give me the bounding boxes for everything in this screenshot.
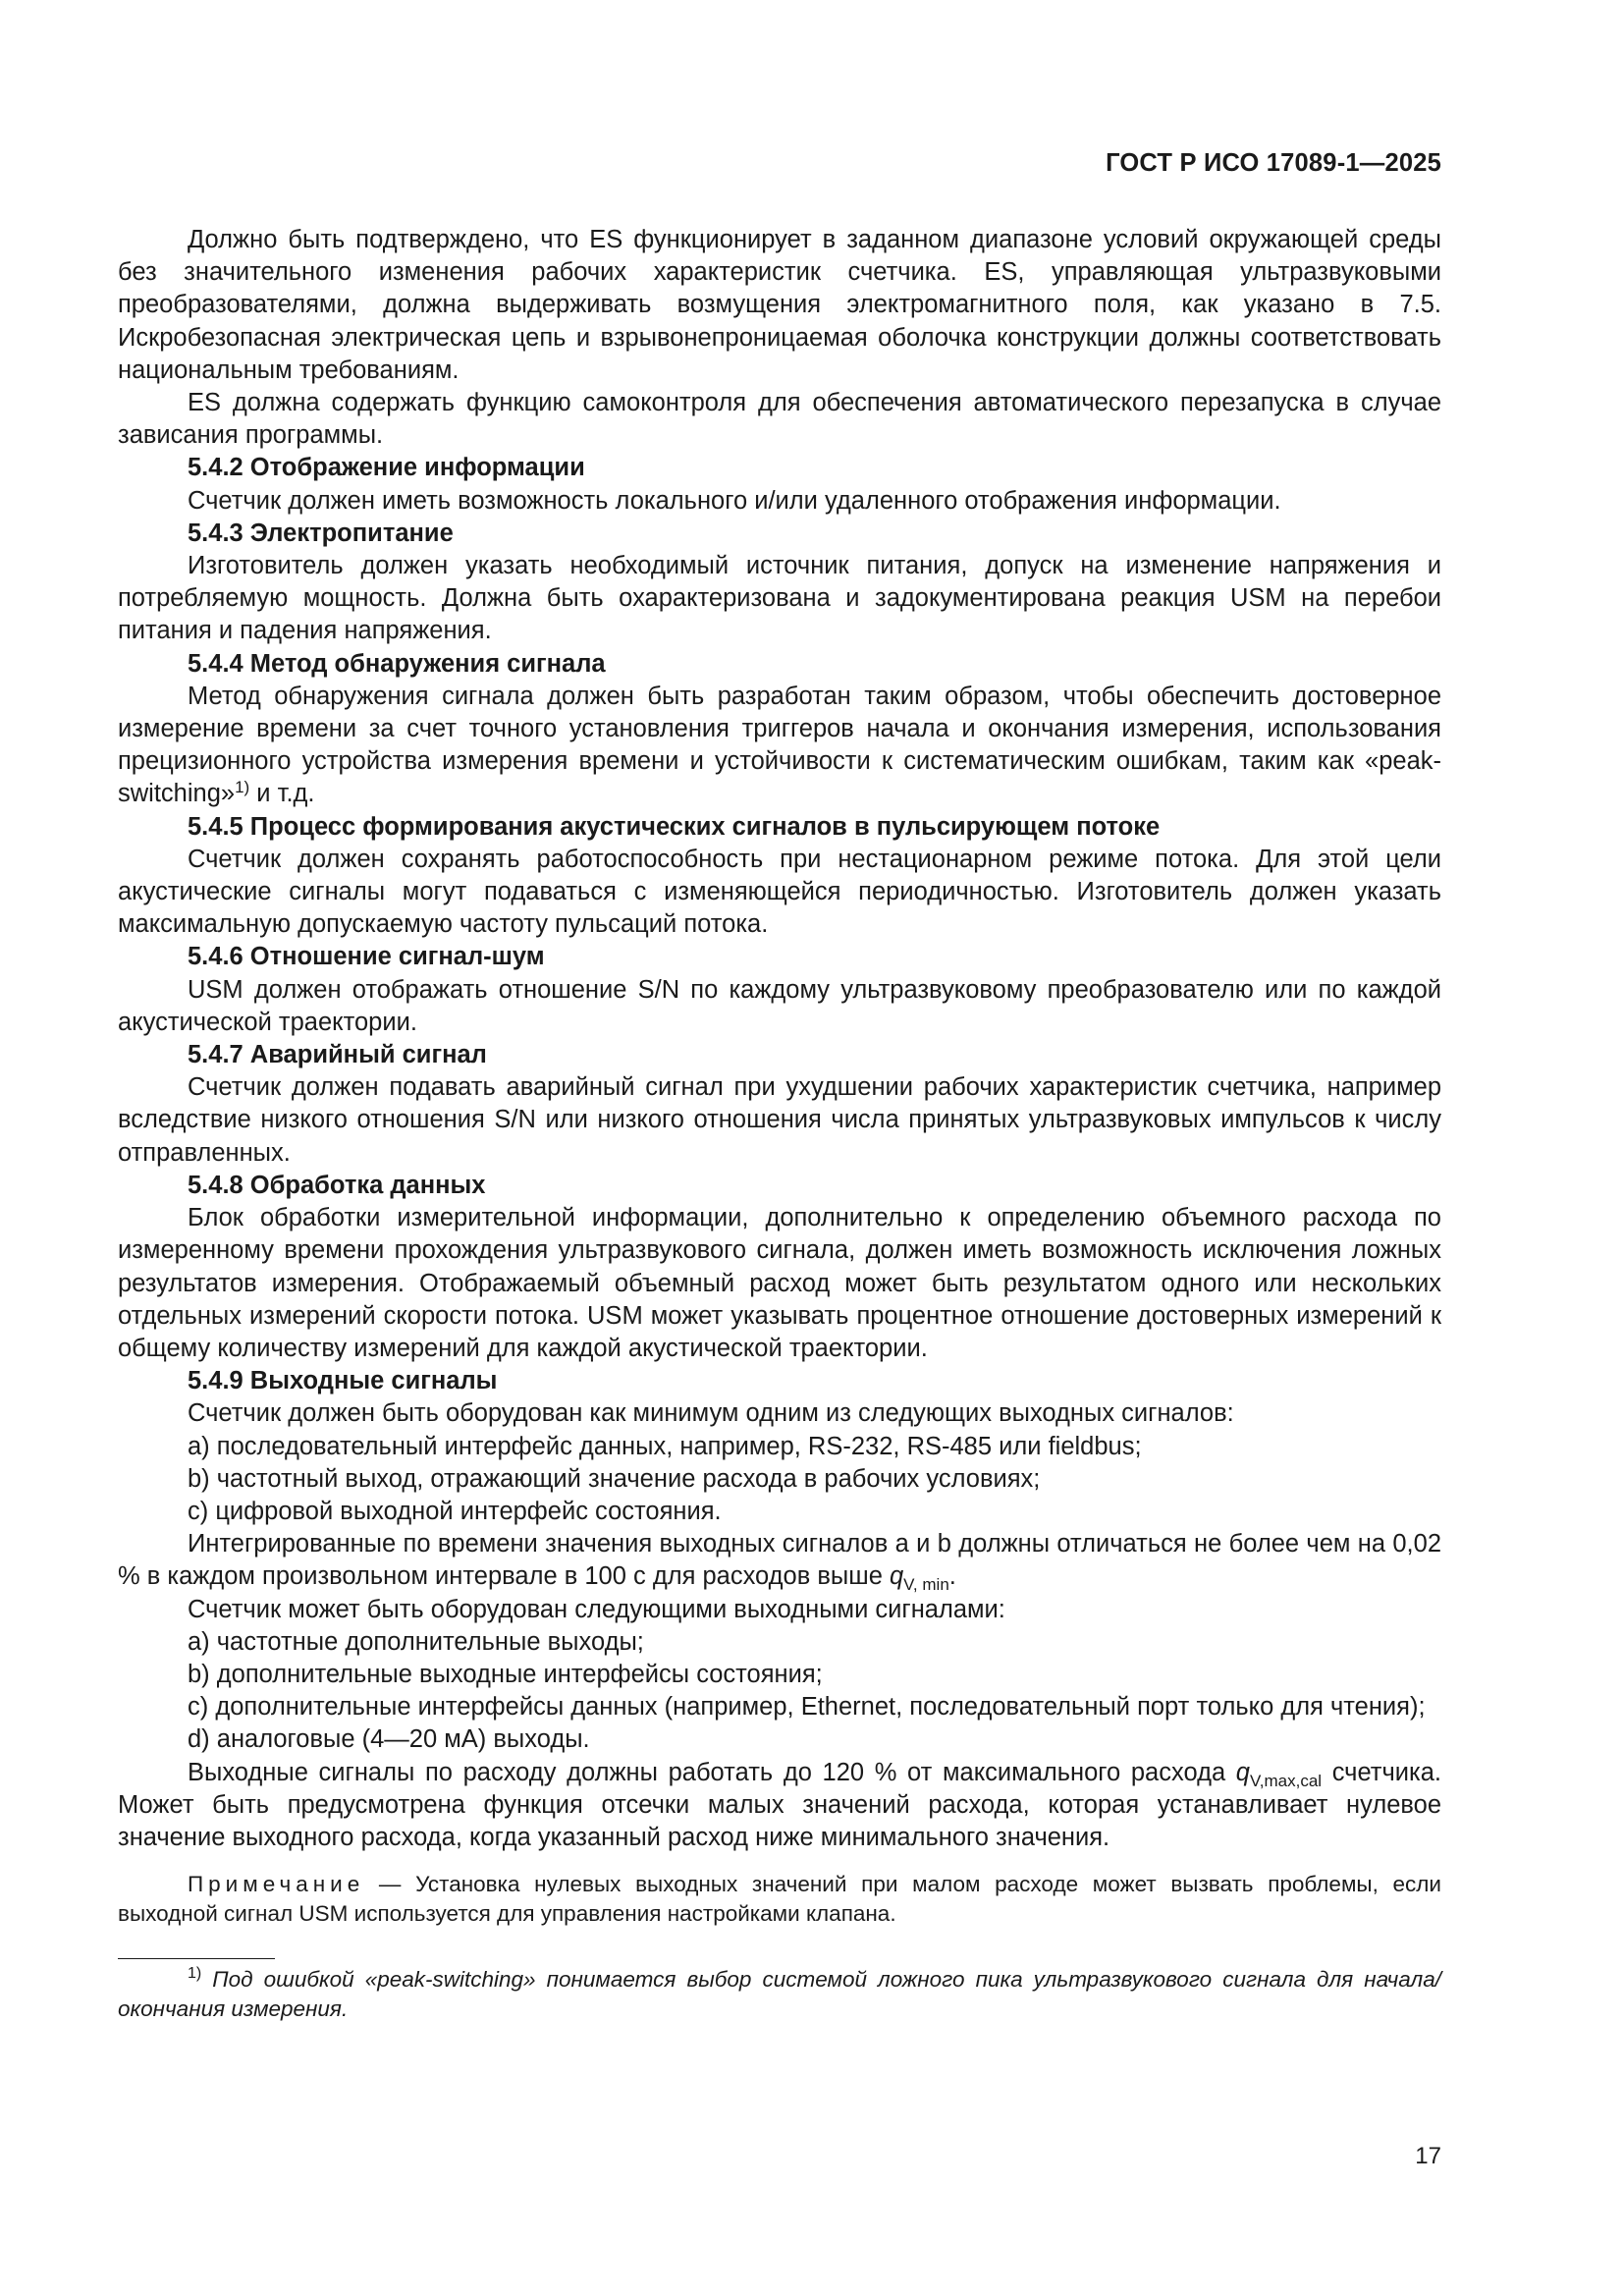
symbol-q: q bbox=[1235, 1758, 1250, 1786]
page-number: 17 bbox=[1415, 2143, 1441, 2169]
list-item: d) аналоговые (4—20 мА) выходы. bbox=[188, 1725, 590, 1754]
section-heading-5-4-4: 5.4.4 Метод обнаружения сигнала bbox=[188, 649, 606, 678]
paragraph: Счетчик должен быть оборудован как минимум одним из следующих выходных сигналов: bbox=[188, 1399, 1234, 1428]
paragraph bbox=[118, 681, 1441, 811]
list-item: b) дополнительные выходные интерфейсы состояния; bbox=[188, 1660, 823, 1688]
note-label: Примечание bbox=[188, 1872, 365, 1897]
footnote-separator bbox=[118, 1958, 275, 1959]
list-item: a) частотные дополнительные выходы; bbox=[188, 1627, 644, 1656]
section-heading-5-4-5: 5.4.5 Процесс формирования акустических сигналов в пульсирующем потоке bbox=[188, 812, 1161, 841]
footnote-reference: 1) bbox=[235, 778, 250, 797]
note bbox=[118, 1870, 1441, 1929]
paragraph: Изготовитель должен указать необходимый источник питания, допуск на изменение напряжения и потребляемую мощность. Должна быть охарактеризована и задокументирована реакция USM на перебои питания и падения напряжения. bbox=[118, 552, 1441, 645]
paragraph-text: Интегрированные по времени значения выходных сигналов a и b должны отличаться не более чем на 0,02 % в каждом произвольном интервале в 100 с для расходов выше bbox=[118, 1530, 1441, 1591]
section-heading-5-4-3: 5.4.3 Электропитание bbox=[188, 519, 454, 547]
section-heading-5-4-9: 5.4.9 Выходные сигналы bbox=[188, 1367, 498, 1395]
footnote bbox=[118, 1965, 1441, 2024]
paragraph bbox=[118, 1757, 1441, 1855]
list-item: c) цифровой выходной интерфейс состояния. bbox=[188, 1497, 722, 1525]
paragraph: Счетчик должен подавать аварийный сигнал при ухудшении рабочих характеристик счетчика, например вследствие низкого отношения S/N или низкого отношения числа принятых ультразвуковых импульсов к числу отправленных. bbox=[118, 1073, 1441, 1167]
paragraph-text: счетчика. Может быть предусмотрена функция отсечки малых значений расхода, которая устанавливает нулевое значение выходного расхода, когда указанный расход ниже минимального значения. bbox=[118, 1758, 1441, 1851]
paragraph: Должно быть подтверждено, что ES функционирует в заданном диапазоне условий окружающей среды без значительного изменения рабочих характеристик счетчика. ES, управляющая ультразвуковыми преобразователями, должна выдерживать возмущения электромагнитного поля, как указано в 7.5. Искробезопасная электрическая цепь и взрывонепроницаемая оболочка конструкции должны соответствовать национальным требованиям. bbox=[118, 226, 1441, 384]
list-item: a) последовательный интерфейс данных, например, RS-232, RS-485 или fieldbus; bbox=[188, 1432, 1142, 1460]
paragraph: ES должна содержать функцию самоконтроля для обеспечения автоматического перезапуска в случае зависания программы. bbox=[118, 389, 1441, 450]
document-header: ГОСТ Р ИСО 17089-1—2025 bbox=[1106, 149, 1441, 177]
paragraph: Счетчик должен сохранять работоспособность при нестационарном режиме потока. Для этой цели акустические сигналы могут подаваться с изменяющейся периодичностью. Изготовитель должен указать максимальную допускаемую частоту пульсаций потока. bbox=[118, 845, 1441, 939]
section-heading-5-4-6: 5.4.6 Отношение сигнал-шум bbox=[188, 943, 545, 971]
section-heading-5-4-8: 5.4.8 Обработка данных bbox=[188, 1171, 486, 1199]
section-heading-5-4-2: 5.4.2 Отображение информации bbox=[188, 454, 585, 482]
paragraph: Счетчик может быть оборудован следующими выходными сигналами: bbox=[188, 1595, 1005, 1623]
paragraph: Счетчик должен иметь возможность локального и/или удаленного отображения информации. bbox=[188, 486, 1281, 515]
paragraph-text: Выходные сигналы по расходу должны работать до 120 % от максимального расхода bbox=[188, 1758, 1236, 1786]
paragraph: Блок обработки измерительной информации, дополнительно к определению объемного расхода по измеренному времени прохождения ультразвукового сигнала, должен иметь возможность исключения ложных результатов измерения. Отображаемый объемный расход может быть результатом одного или нескольких отдельных измерений скорости потока. USM может указывать процентное отношение достоверных измерений к общему количеству измерений для каждой акустической траектории. bbox=[118, 1204, 1441, 1362]
paragraph-text: . bbox=[948, 1562, 956, 1591]
symbol-subscript: V, min bbox=[903, 1575, 949, 1595]
page-body bbox=[118, 224, 1441, 2024]
list-item: c) дополнительные интерфейсы данных (например, Ethernet, последовательный порт только для чтения); bbox=[188, 1693, 1426, 1722]
paragraph-text: Метод обнаружения сигнала должен быть разработан таким образом, чтобы обеспечить достоверное измерение времени за счет точного установления триггеров начала и окончания измерения, использования прецизионного устройства измерения времени и устойчивости к систематическим ошибкам, таким как «peak-switching» bbox=[118, 682, 1441, 808]
list-item: b) частотный выход, отражающий значение расхода в рабочих условиях; bbox=[188, 1464, 1041, 1493]
symbol-subscript: V,max,cal bbox=[1249, 1771, 1323, 1790]
symbol-q: q bbox=[889, 1562, 904, 1591]
note-text: — Установка нулевых выходных значений при малом расходе может вызвать проблемы, если выходной сигнал USM используется для управления настройками клапана. bbox=[118, 1872, 1441, 1927]
paragraph: USM должен отображать отношение S/N по каждому ультразвуковому преобразователю или по каждой акустической траектории. bbox=[118, 975, 1441, 1036]
paragraph-text: и т.д. bbox=[249, 780, 315, 808]
section-heading-5-4-7: 5.4.7 Аварийный сигнал bbox=[188, 1041, 487, 1069]
footnote-marker: 1) bbox=[188, 1965, 202, 1983]
paragraph bbox=[118, 1528, 1441, 1593]
footnote-text: Под ошибкой «peak-switching» понимается выбор системой ложного пика ультразвукового сигнала для начала/окончания измерения. bbox=[118, 1967, 1441, 2022]
